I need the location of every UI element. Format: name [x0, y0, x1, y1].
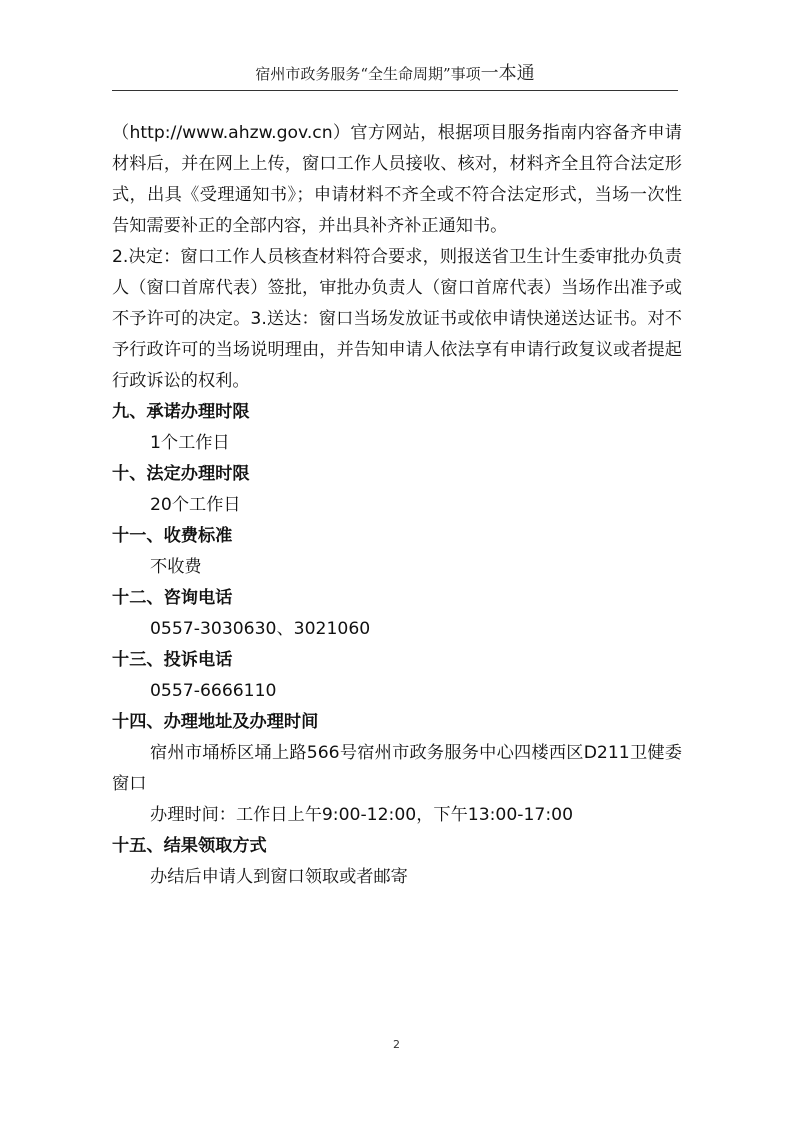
- header-title: 宿州市政务服务“全生命周期”事项: [255, 65, 481, 83]
- section-title-fee: 十一、收费标准: [112, 526, 233, 546]
- paragraph-procedure-accept: （http://www.ahzw.gov.cn）官方网站，根据项目服务指南内容备齐申请材料后，并在网上上传，窗口工作人员接收、核对，材料齐全且符合法定形式，出具《受理通知书》；申请材料不齐全或不符合法定形式，当场一次性告知需要补正的全部内容，并出具补齐补正通知书。: [112, 123, 682, 236]
- page-header: [112, 62, 678, 91]
- header-title-tail: 一本通: [480, 63, 535, 84]
- section-title-consult-phone: 十二、咨询电话: [112, 588, 233, 608]
- section-value-consult-phone: 0557-3030630、3021060: [150, 619, 371, 639]
- section-value-fee: 不收费: [150, 557, 202, 577]
- section-value-promised-time: 1个工作日: [150, 433, 230, 453]
- section-value-hours: 办理时间：工作日上午9:00-12:00，下午13:00-17:00: [150, 805, 574, 825]
- section-title-result-pickup: 十五、结果领取方式: [112, 836, 267, 856]
- section-value-complaint-phone: 0557-6666110: [150, 681, 277, 701]
- document-body: [112, 118, 682, 893]
- section-value-address: 宿州市埇桥区埇上路566号宿州市政务服务中心四楼西区D211卫健委窗口: [112, 743, 682, 794]
- paragraph-procedure-decision: 2.决定：窗口工作人员核查材料符合要求，则报送省卫生计生委审批办负责人（窗口首席代表）签批，审批办负责人（窗口首席代表）当场作出准予或不予许可的决定。3.送达：窗口当场发放证书或依申请快递送达证书。对不予行政许可的当场说明理由，并告知申请人依法享有申请行政复议或者提起行政诉讼的权利。: [112, 247, 682, 391]
- section-title-legal-time: 十、法定办理时限: [112, 464, 250, 484]
- section-value-legal-time: 20个工作日: [150, 495, 241, 515]
- page-number: 2: [393, 1038, 400, 1051]
- section-title-complaint-phone: 十三、投诉电话: [112, 650, 233, 670]
- section-title-promised-time: 九、承诺办理时限: [112, 402, 250, 422]
- section-title-address-hours: 十四、办理地址及办理时间: [112, 712, 319, 732]
- section-value-result-pickup: 办结后申请人到窗口领取或者邮寄: [150, 867, 408, 887]
